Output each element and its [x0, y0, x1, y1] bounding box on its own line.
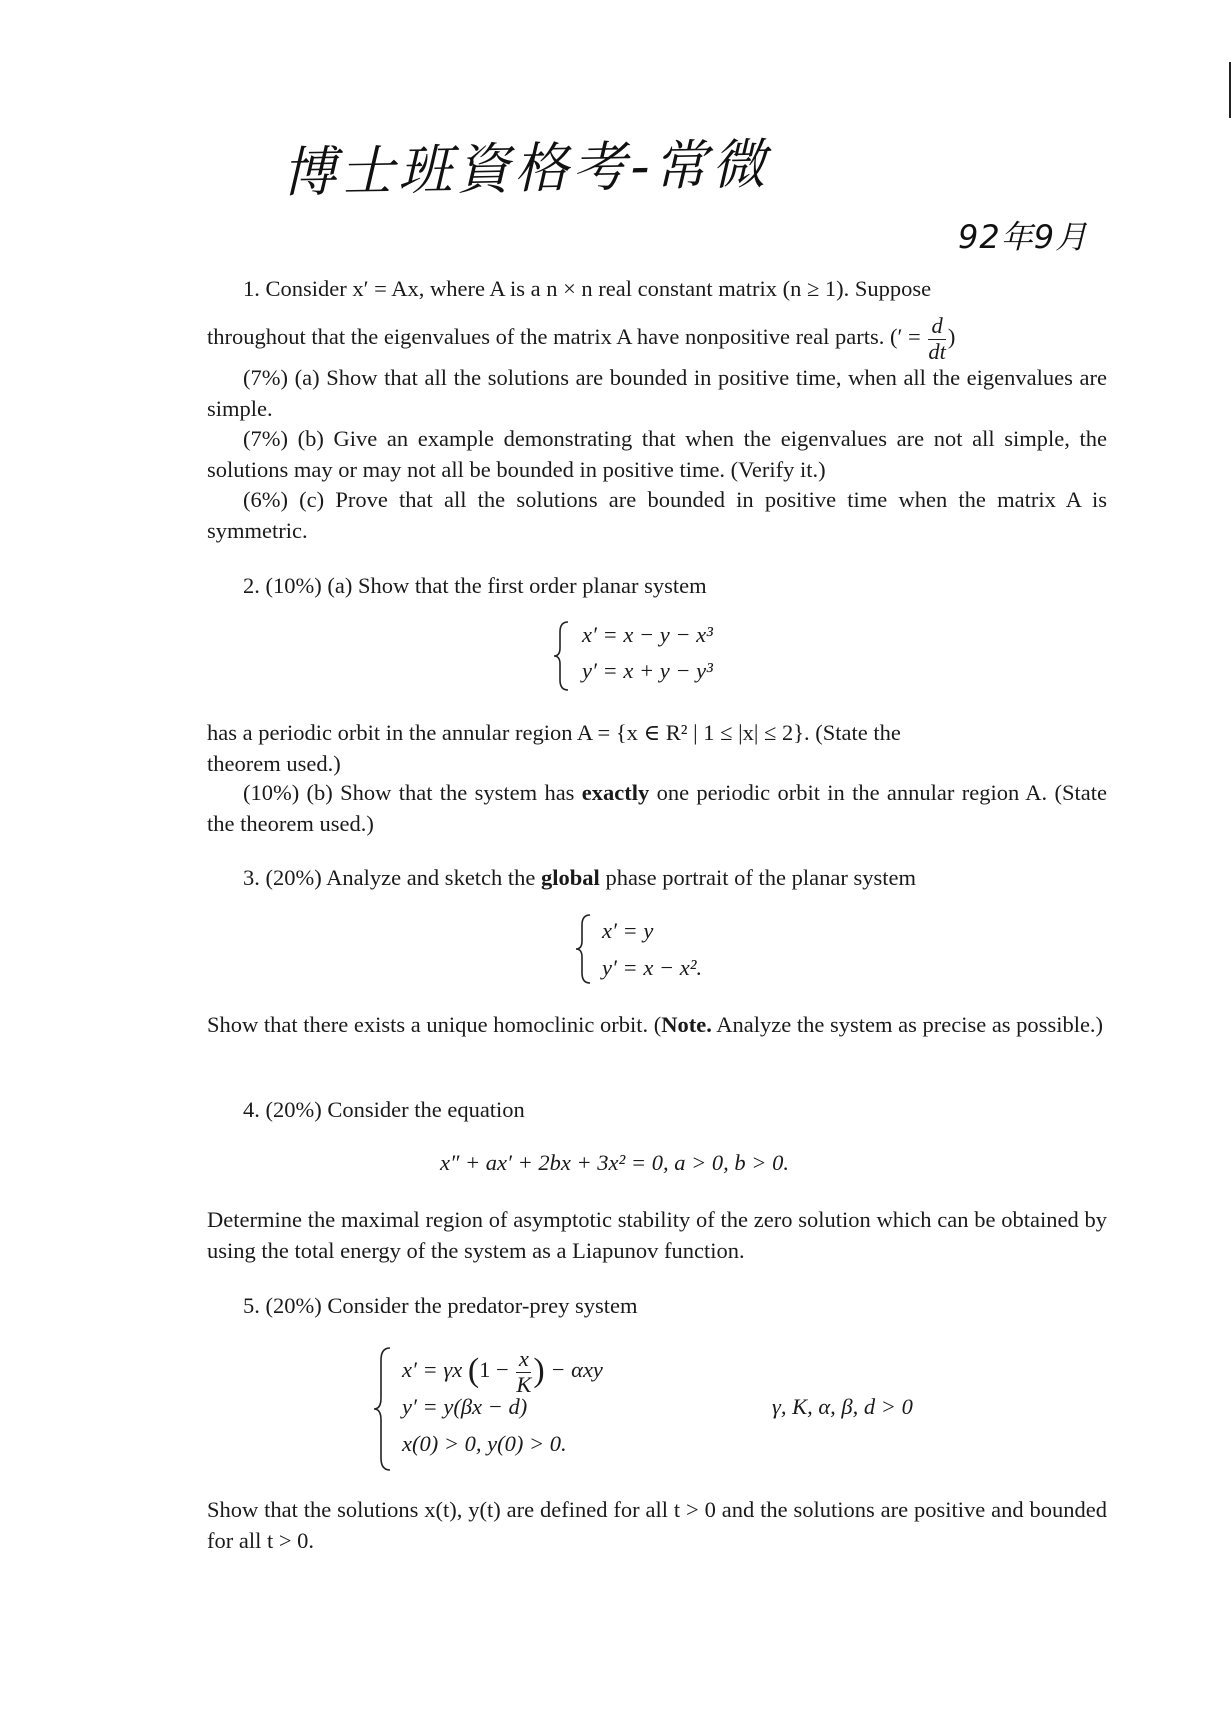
q4-intro: 4. (20%) Consider the equation — [243, 1097, 525, 1122]
q5-eq1-fraction — [516, 1348, 531, 1396]
q5-eq1-pre: x′ = γx — [402, 1357, 463, 1383]
q2-part-b — [207, 777, 1107, 839]
q5-equation-3: x(0) > 0, y(0) > 0. — [402, 1431, 567, 1456]
handwritten-date: 92年9月 — [958, 218, 1089, 256]
q3-after-bold: Note. — [661, 1012, 712, 1037]
q1-intro-line2 — [207, 315, 955, 363]
q2-after-line1: has a periodic orbit in the annular region A = {x ∈ R² | 1 ≤ |x| ≤ 2}. (State the — [207, 720, 901, 745]
handwritten-title: 博士班資格考-常微 — [281, 132, 771, 205]
q3-after-post: Analyze the system as precise as possible.) — [711, 1012, 1104, 1037]
q2-intro: 2. (10%) (a) Show that the first order planar system — [243, 573, 707, 598]
q1-intro-line2-text: throughout that the eigenvalues of the matrix A have nonpositive real parts. (′ = — [207, 324, 921, 350]
q3-intro-pre: 3. (20%) Analyze and sketch the — [243, 865, 542, 890]
q5-intro: 5. (20%) Consider the predator-prey system — [243, 1293, 638, 1318]
q5-eq1-paren-close: ) — [533, 1352, 545, 1390]
q5-eq1-frac-denominator: K — [516, 1371, 532, 1397]
q2-equation-2: y′ = x + y − y³ — [582, 658, 713, 683]
q1-frac-numerator: d — [928, 315, 946, 340]
q2-part-b-pre: (10%) (b) Show that the system has — [243, 780, 582, 805]
scan-edge-line — [1229, 62, 1231, 118]
q1-intro-close: ) — [947, 324, 956, 350]
q1-part-c: (6%) (c) Prove that all the solutions are bounded in positive time when the matrix A is symmetric. — [207, 487, 1107, 543]
q1-derivative-fraction — [928, 315, 946, 363]
q2-brace — [552, 620, 572, 692]
q5-brace — [372, 1346, 394, 1472]
q3-after-pre: Show that there exists a unique homoclinic orbit. ( — [207, 1012, 662, 1037]
q3-intro — [207, 862, 1107, 893]
q5-parameters: γ, K, α, β, d > 0 — [772, 1394, 913, 1419]
q1-part-b: (7%) (b) Give an example demonstrating that when the eigenvalues are not all simple, the solutions may or may not all be bounded in positive time. (Verify it.) — [207, 426, 1107, 482]
q3-after — [207, 1009, 1107, 1040]
q2-after-line2: theorem used.) — [207, 751, 341, 776]
q2-equation-1: x′ = x − y − x³ — [582, 622, 713, 647]
q2-part-b-post: one periodic orbit in the annular region A. (State the theorem used.) — [207, 780, 1107, 836]
q3-intro-post: phase portrait of the planar system — [599, 865, 916, 890]
q5-after: Show that the solutions x(t), y(t) are defined for all t > 0 and the solutions are positive and bounded for all t > 0. — [207, 1497, 1107, 1553]
q5-equation-1 — [402, 1348, 603, 1396]
q5-eq1-post: − αxy — [550, 1357, 603, 1383]
q5-eq1-one: 1 − — [479, 1357, 509, 1383]
q3-intro-bold: global — [541, 865, 600, 890]
q2-part-b-bold: exactly — [581, 780, 650, 805]
q1-part-a: (7%) (a) Show that all the solutions are bounded in positive time, when all the eigenvalues are simple. — [207, 365, 1107, 421]
q1-frac-denominator: dt — [928, 338, 946, 364]
q5-equation-2: y′ = y(βx − d) — [402, 1394, 528, 1419]
q3-brace — [574, 913, 594, 985]
q4-equation: x″ + ax′ + 2bx + 3x² = 0, a > 0, b > 0. — [440, 1150, 789, 1175]
q4-after: Determine the maximal region of asymptotic stability of the zero solution which can be obtained by using the total energy of the system as a Liapunov function. — [207, 1207, 1107, 1263]
q3-equation-1: x′ = y — [602, 918, 654, 943]
q3-equation-2: y′ = x − x². — [602, 955, 703, 980]
q5-eq1-paren-open: ( — [467, 1352, 480, 1390]
q1-intro-line1: 1. Consider x′ = Ax, where A is a n × n real constant matrix (n ≥ 1). Suppose — [243, 276, 932, 301]
q5-eq1-frac-numerator: x — [516, 1348, 531, 1373]
